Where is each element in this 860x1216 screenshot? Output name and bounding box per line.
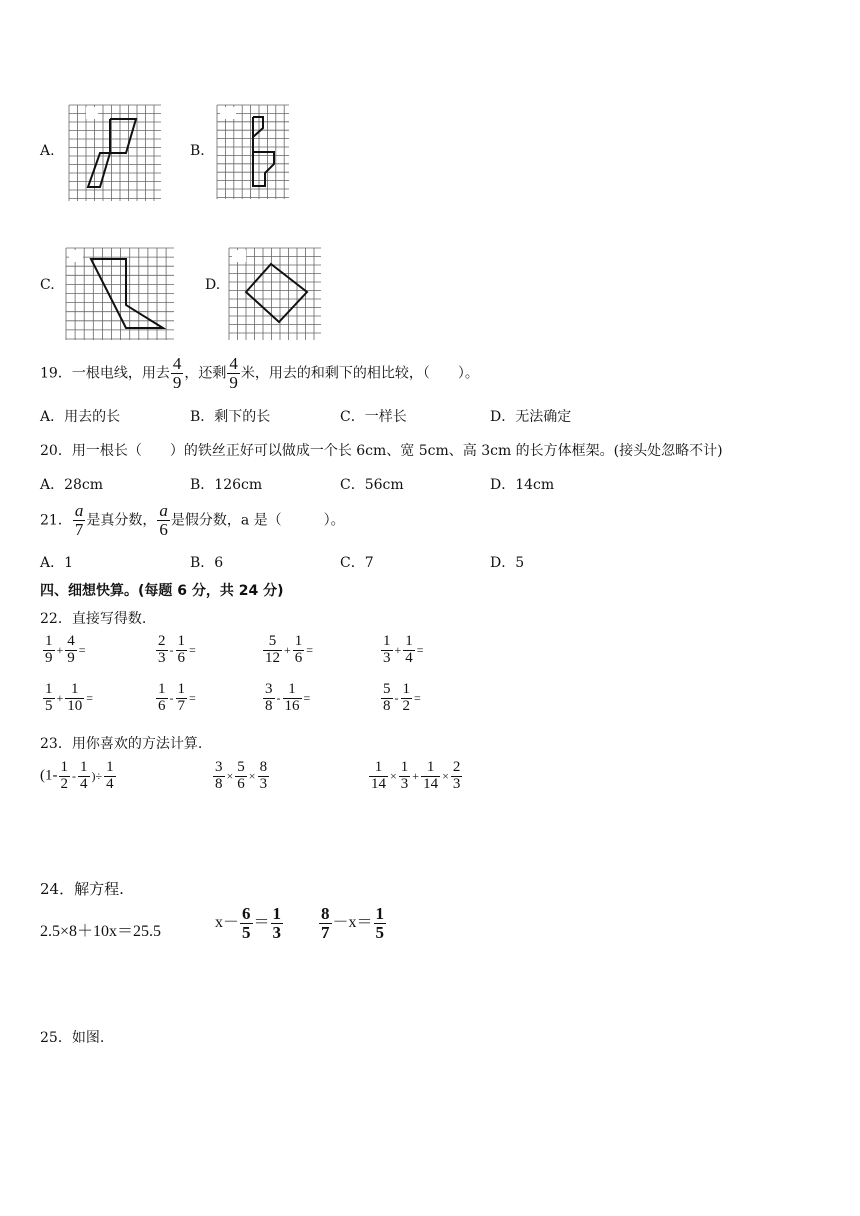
q19-fraction-left: $\frac{4}{9}$: [229, 354, 238, 392]
q23-expression-2: $\frac{3}{8}$ × $\frac{5}{6}$ × $\frac{8}{3}$: [215, 759, 268, 792]
figure-d-shape: [246, 264, 307, 322]
question-21: [40, 502, 345, 539]
question-24: 24．解方程.: [40, 880, 124, 898]
q19-option-d[interactable]: D．无法确定: [490, 409, 572, 425]
q19-option-a[interactable]: A．用去的长: [40, 409, 121, 425]
q19-fraction-used: $\frac{4}{9}$: [172, 354, 182, 392]
question-19: [40, 355, 479, 392]
q21-option-b[interactable]: B．6: [190, 555, 224, 571]
option-b-label[interactable]: B.: [190, 143, 205, 159]
question-22: 22．直接写得数.: [40, 611, 147, 627]
q23-expression-1: (1- $\frac{1}{2}$ - $\frac{1}{4}$ )÷ $\frac{1}{4}$: [40, 759, 114, 792]
q19-mid-text: ，还剩: [184, 365, 227, 382]
option-a-label[interactable]: A.: [40, 143, 55, 159]
q21-option-c[interactable]: C．7: [340, 555, 374, 571]
q21-number: 21．: [40, 512, 72, 529]
question-25: 25．如图.: [40, 1030, 105, 1046]
q21-fraction-a7: $\frac{a}{7}$: [74, 501, 84, 539]
question-20: 20．用一根长（ ）的铁丝正好可以做成一个长 6cm、宽 5cm、高 3cm 的长方体框架。(接头处忽略不计): [40, 443, 723, 459]
q21-tail-text: 是假分数，a 是（ ）。: [170, 512, 345, 529]
q22-row2-item-1: $\frac{1}{6}$ - $\frac{1}{7}$ =: [158, 681, 196, 714]
q19-number: 19．一根电线，用去: [40, 365, 170, 382]
q22-row2-item-2: $\frac{3}{8}$ - $\frac{1}{16}$ =: [265, 681, 311, 714]
figure-c-grid: [65, 247, 175, 341]
q22-row1-item-2: $\frac{5}{12}$ + $\frac{1}{6}$ =: [265, 633, 314, 666]
q19-option-b[interactable]: B．剩下的长: [190, 409, 271, 425]
q22-row1-item-1: $\frac{2}{3}$ - $\frac{1}{6}$ =: [158, 633, 196, 666]
option-c-label[interactable]: C.: [40, 277, 55, 293]
q22-row1-item-3: $\frac{1}{3}$ + $\frac{1}{4}$ =: [383, 633, 424, 666]
q19-option-c[interactable]: C．一样长: [340, 409, 407, 425]
figure-a-grid: [68, 104, 162, 202]
q23-expression-3: $\frac{1}{14}$ × $\frac{1}{3}$ + $\frac{1}{14}$ × $\frac{2}{3}$: [371, 759, 461, 792]
q20-option-a[interactable]: A．28cm: [40, 477, 104, 493]
figure-b-shape: [253, 117, 274, 186]
q21-option-a[interactable]: A．1: [40, 555, 74, 571]
q20-option-d[interactable]: D．14cm: [490, 477, 555, 493]
question-23: 23．用你喜欢的方法计算.: [40, 736, 203, 752]
q22-row1-item-0: $\frac{1}{9}$ + $\frac{4}{9}$ =: [45, 633, 86, 666]
q24-equation-3: $\frac{8}{7}$ －x＝ $\frac{1}{5}$: [321, 904, 385, 942]
figure-d-grid: [228, 247, 322, 341]
q22-row2-item-3: $\frac{5}{8}$ - $\frac{1}{2}$ =: [383, 681, 421, 714]
q21-fraction-a6: $\frac{a}{6}$: [159, 501, 168, 539]
q24-equation-1: 2.5×8＋10x＝25.5: [40, 923, 162, 940]
section-4-heading: 四、细想快算。(每题 6 分，共 24 分): [40, 583, 284, 599]
q24-equation-2: x－ $\frac{6}{5}$ ＝ $\frac{1}{3}$: [215, 904, 282, 942]
q21-mid-text: 是真分数，: [86, 512, 157, 529]
q20-option-b[interactable]: B．126cm: [190, 477, 263, 493]
q19-tail-text: 米，用去的和剩下的相比较，（ ）。: [240, 365, 479, 382]
q21-option-d[interactable]: D．5: [490, 555, 525, 571]
q22-row2-item-0: $\frac{1}{5}$ + $\frac{1}{10}$ =: [45, 681, 94, 714]
figure-b-grid: [216, 104, 290, 200]
q20-option-c[interactable]: C．56cm: [340, 477, 404, 493]
option-d-label[interactable]: D.: [205, 277, 221, 293]
